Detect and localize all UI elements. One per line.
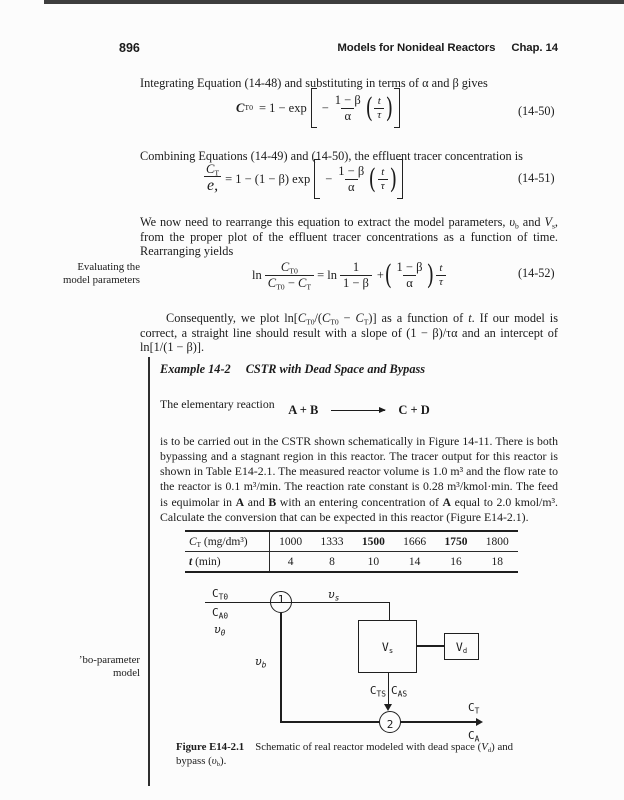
table-cell: 1666: [403, 535, 427, 548]
caption-text: ) and: [491, 741, 514, 753]
text-segment: −: [338, 311, 356, 326]
scan-top-bar: [44, 0, 624, 4]
margin-note-line: model: [113, 667, 140, 679]
inlet-flow-label: [214, 623, 225, 636]
effluent-line: [400, 721, 478, 723]
var-ct-sub: T: [363, 317, 369, 327]
right-arrow-icon: [476, 718, 483, 726]
eq52-relation: = ln: [317, 267, 337, 282]
running-head-chapter: Chap. 14: [511, 42, 558, 54]
caption-text: bypass (: [176, 754, 212, 767]
label-sub: s: [388, 645, 394, 655]
eq52-fraction-1: [265, 260, 314, 290]
equation-14-50: C T0 = 1 − exp − $\frac{1 - \beta}{\alpha}$ ( $\frac{t}{\tau}$ ): [236, 86, 400, 130]
table-cell: 16: [450, 555, 462, 568]
example-title: CSTR with Dead Space and Bypass: [245, 362, 426, 376]
equation-14-52: [252, 253, 449, 297]
var-ct0: C: [322, 311, 331, 326]
bypass-flow-label: [255, 655, 266, 668]
side-stream-flow-label: [328, 588, 339, 601]
table-label-c-sub: T: [196, 540, 202, 549]
label-sub: T: [474, 706, 480, 716]
caption-var-vb-sub: b: [216, 760, 220, 768]
eq50-relation: = 1 − exp: [258, 100, 307, 115]
eq51-num-sub: T: [214, 168, 220, 178]
label-base: C: [391, 684, 398, 697]
table-cell: 1800: [485, 535, 509, 548]
effluent-tracer-label: [468, 701, 479, 714]
eq52-f3-num: 1 − β: [396, 260, 423, 275]
eq51-inner-fraction: [378, 166, 388, 191]
caption-var-vd-sub: d: [487, 747, 492, 754]
table-cell: 8: [329, 555, 335, 568]
example-intro-text: The elementary reaction: [160, 396, 275, 411]
table-row-label: [185, 552, 270, 571]
eq51-fraction: [335, 164, 367, 194]
var-vb: υ: [509, 215, 516, 230]
label-base: C: [212, 606, 219, 619]
label-sub: d: [462, 645, 468, 655]
species-b: B: [268, 494, 277, 509]
eq52-f1-num: C: [280, 260, 290, 275]
eq50-minus: −: [321, 100, 329, 115]
equation-number-14-50: (14-50): [518, 104, 555, 118]
equation-number-14-51: (14-51): [518, 171, 555, 185]
text-segment: . If our model is correct, a straight line should result with a slope of (1 − β)/τα and an intercept of ln[1/(1 − β)].: [140, 311, 558, 355]
eq51-relation: = 1 − (1 − β) exp: [225, 171, 311, 186]
text-segment: with an entering concentration of: [276, 494, 443, 509]
eq52-f1-num-sub: T0: [289, 266, 298, 276]
table-label-t: t: [189, 555, 193, 568]
example-number: Example 14-2: [160, 362, 231, 376]
eq52-f1-den-minus: −: [284, 275, 298, 290]
table-cell: 1000: [279, 535, 303, 548]
paragraph-integrating: Integrating Equation (14-48) and substituting in terms of α and β gives: [140, 76, 488, 91]
paragraph-consequently: [140, 311, 558, 355]
right-paren: ): [385, 92, 394, 124]
reaction-rhs: C + D: [398, 403, 430, 417]
caption-line-2: [176, 755, 528, 769]
right-paren: ): [427, 259, 435, 291]
var-ct: C: [355, 311, 364, 326]
eq51-den: e,: [204, 176, 221, 195]
node-number: 2: [386, 718, 394, 731]
eq51-minus: −: [325, 171, 333, 186]
equation-14-51: [200, 157, 403, 201]
figure-caption: [176, 741, 528, 768]
node-number: 1: [277, 593, 285, 606]
left-paren: (: [368, 163, 377, 195]
right-bracket: [394, 88, 400, 128]
table-cell: 14: [408, 555, 421, 568]
label-sub: A: [474, 734, 480, 744]
margin-note-line: model parameters: [62, 274, 140, 286]
reactor-outlet-line: [388, 673, 390, 706]
dead-volume-box: [444, 633, 479, 660]
reactor-schematic-diagram: [160, 585, 570, 745]
left-bracket: [314, 159, 320, 199]
eq51-inner-num: t: [381, 166, 385, 179]
example-left-rule: [148, 357, 150, 786]
label-base: υ: [214, 623, 221, 636]
eq51-frac-num: 1 − β: [338, 164, 365, 179]
eq52-f1-den-c2-sub: T: [306, 281, 312, 291]
label-sub: s: [334, 593, 340, 603]
eq50-inner-den: τ: [374, 108, 384, 121]
table-cell: 1500: [361, 535, 385, 548]
label-sub: 0: [220, 628, 226, 638]
eq52-f4-num: t: [439, 262, 443, 275]
eq50-fraction: [332, 93, 364, 123]
label-base: C: [468, 701, 475, 714]
eq52-ln: ln: [252, 267, 262, 282]
junction-node-2: [379, 711, 401, 733]
inlet-flow-line: [205, 602, 390, 604]
caption-var-vd: V: [481, 741, 488, 753]
var-ct0-sub: T0: [330, 317, 339, 327]
table-cell: 10: [367, 555, 380, 568]
system-volume-box: [358, 620, 417, 673]
outlet-tracer-label: [358, 684, 386, 697]
reaction-arrow-icon: [331, 410, 385, 411]
bypass-line-vertical: [280, 613, 282, 722]
species-a: A: [235, 494, 245, 509]
line-to-reactor: [389, 602, 391, 620]
table-cell: 1750: [444, 535, 468, 548]
eq50-lhs: C: [236, 100, 245, 115]
margin-note-line: Evaluating the: [77, 261, 140, 273]
label-base: υ: [328, 588, 335, 601]
inlet-tracer-label: [212, 587, 228, 600]
eq52-f1-den-c1: C: [267, 275, 277, 290]
text-segment: is to be carried out in the CSTR shown schematically in Figure 14-11. There is both bypassing and a stagnant region in this reactor. The tracer output for this reactor is shown in Table E14-2.1. The measured reactor volume is 1.0 m³ and the flow rate to the reactor is 0.1 m³/min. The reaction rate constant is 0.28 m³/kmol·min. The feed is equimolar in: [160, 433, 558, 509]
label-sub: b: [261, 660, 267, 670]
margin-note-line: ’bo-parameter: [78, 654, 140, 666]
equation-number-14-52: (14-52): [518, 266, 555, 280]
eq52-f2-num: 1: [352, 260, 360, 275]
eq52-fraction-4: [436, 262, 446, 287]
figure-label: Figure E14-2.1: [176, 741, 245, 753]
eq52-f2-den: 1 − β: [340, 275, 372, 290]
table-label-unit: (mg/dm³): [201, 535, 248, 548]
right-paren: ): [389, 163, 397, 195]
table-cell: 18: [491, 555, 504, 568]
eq50-inner-fraction: [374, 95, 384, 120]
eq51-frac-den: α: [345, 179, 358, 194]
right-bracket: [397, 159, 403, 199]
var-vs: V: [544, 215, 552, 230]
caption-text: ).: [220, 754, 227, 767]
junction-node-1: [270, 591, 292, 613]
reaction-equation: [160, 403, 558, 418]
label-base: C: [369, 684, 377, 697]
example-problem-statement: [160, 434, 558, 525]
text-segment: , from the proper plot of the effluent tracer concentrations as a function of time. Rearranging yields: [140, 215, 558, 259]
caption-text: Schematic of real reactor modeled with dead space (: [255, 741, 482, 753]
eq50-frac-num: 1 − β: [334, 93, 361, 108]
eq52-fraction-2: [340, 260, 372, 290]
eq50-inner-num: t: [377, 95, 381, 108]
label-sub: T0: [218, 592, 229, 602]
var-ct0-sub: T0: [306, 317, 315, 327]
tracer-data-table: [185, 530, 518, 573]
var-vs-sub: s: [551, 221, 555, 231]
text-segment: and: [518, 215, 545, 230]
bypass-line-horizontal: [280, 721, 380, 723]
table-row-concentration: [185, 532, 518, 552]
label-sub: AS: [397, 689, 408, 699]
eq52-f1-den-c2: C: [298, 275, 307, 290]
var-ct0: C: [297, 311, 307, 326]
outlet-concentration-label: [391, 684, 407, 697]
left-paren: (: [384, 259, 392, 291]
text-segment: /(: [314, 311, 323, 326]
inlet-concentration-label: [212, 606, 228, 619]
eq52-plus: +: [376, 267, 384, 282]
table-label-unit: (min): [192, 555, 221, 568]
text-segment: )] as a function of: [368, 311, 469, 326]
text-segment: and: [244, 494, 269, 509]
margin-note-evaluating: [28, 261, 140, 287]
label-base: V: [381, 639, 389, 654]
eq51-num: C: [206, 162, 215, 177]
table-label-c: C: [189, 535, 197, 548]
running-head-title: Models for Nonideal Reactors: [337, 42, 496, 54]
eq51-inner-den: τ: [378, 179, 388, 192]
eq52-f3-den: α: [403, 275, 416, 290]
caption-line-1: [176, 741, 528, 755]
eq50-frac-den: α: [341, 108, 354, 123]
table-cell: 1333: [320, 535, 344, 548]
example-heading: [160, 362, 425, 377]
eq52-f1-den-c1-sub: T0: [276, 281, 285, 291]
label-base: C: [212, 587, 219, 600]
label-base: C: [468, 729, 475, 742]
left-bracket: [311, 88, 317, 128]
running-head: [337, 42, 558, 54]
label-sub: A0: [218, 611, 229, 621]
table-cell: 4: [287, 555, 294, 568]
eq52-fraction-3: [394, 260, 426, 290]
eq51-lhs-fraction: [203, 162, 222, 196]
left-paren: (: [365, 92, 373, 124]
paragraph-combining: Combining Equations (14-49) and (14-50), the effluent tracer concentration is: [140, 149, 523, 164]
margin-note-two-parameter-model: [28, 654, 140, 680]
var-t: t: [468, 311, 472, 326]
page-number: 896: [119, 41, 140, 55]
reaction-lhs: A + B: [288, 403, 319, 417]
species-a: A: [442, 494, 452, 509]
eq52-f4-den: τ: [436, 275, 446, 288]
label-base: υ: [255, 655, 262, 668]
table-row-label: [185, 532, 270, 551]
table-row-time: [185, 552, 518, 571]
caption-var-vb: υ: [211, 754, 217, 767]
dead-volume-connector: [417, 645, 444, 647]
text-segment: Consequently, we plot ln[: [166, 311, 298, 326]
text-segment: We now need to rearrange this equation to extract the model parameters,: [140, 215, 510, 230]
label-base: V: [455, 639, 463, 654]
label-sub: TS: [376, 689, 386, 699]
down-arrow-icon: [384, 704, 392, 711]
var-vb-sub: b: [515, 221, 519, 231]
text-segment: equal to 2.0 kmol/m³. Calculate the conversion that can be expected in this reactor (Figure E14-2.1).: [160, 494, 558, 524]
